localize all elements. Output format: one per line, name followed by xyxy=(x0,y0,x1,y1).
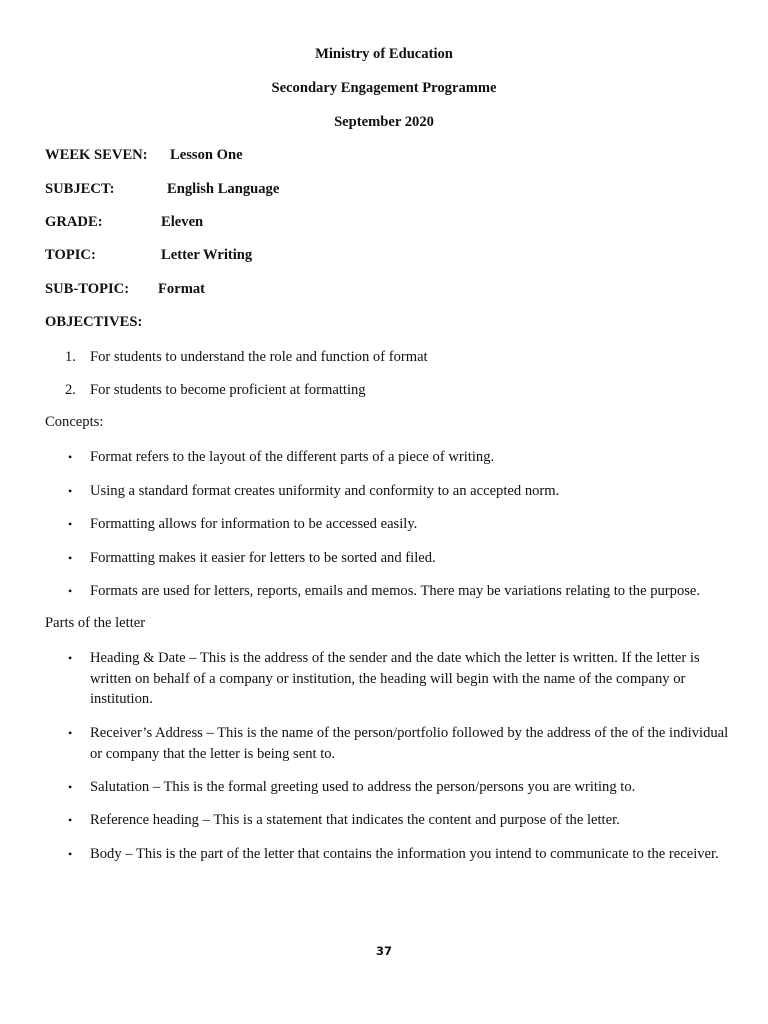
topic-row xyxy=(45,247,253,264)
concept-text: Using a standard format creates uniformity and conformity to an accepted norm. xyxy=(90,483,560,499)
concept-item xyxy=(68,581,730,602)
objective-number: 2. xyxy=(65,382,76,398)
objective-item xyxy=(65,380,730,401)
part-item xyxy=(68,844,730,865)
part-text: Salutation – This is the formal greeting used to address the person/persons you are writing to. xyxy=(90,779,636,795)
week-label: WEEK SEVEN: xyxy=(45,147,148,163)
subject-value: English Language xyxy=(167,181,280,197)
objective-text: For students to understand the role and function of format xyxy=(90,349,428,365)
bullet-icon: • xyxy=(68,584,73,598)
concept-item xyxy=(68,447,730,468)
concept-item xyxy=(68,514,730,535)
part-text: Heading & Date – This is the address of the sender and the date which the letter is written. If the letter is written on behalf of a company or institution, the heading will begin with the name of the company or institution. xyxy=(90,650,700,707)
topic-label: TOPIC: xyxy=(45,247,96,263)
topic-value: Letter Writing xyxy=(161,247,253,263)
objective-item xyxy=(65,347,730,368)
part-text: Body – This is the part of the letter that contains the information you intend to communicate to the receiver. xyxy=(90,846,719,862)
bullet-icon: • xyxy=(68,551,73,565)
page-number: 37 xyxy=(375,944,392,958)
parts-heading: Parts of the letter xyxy=(45,615,146,631)
bullet-icon: • xyxy=(68,780,73,794)
subtopic-value: Format xyxy=(158,281,206,297)
part-item xyxy=(68,723,730,764)
bullet-icon: • xyxy=(68,517,73,531)
part-item xyxy=(68,777,730,798)
subtopic-label: SUB-TOPIC: xyxy=(45,281,130,297)
objective-text: For students to become proficient at formatting xyxy=(90,382,366,398)
part-text: Reference heading – This is a statement that indicates the content and purpose of the letter. xyxy=(90,812,620,828)
programme-title: Secondary Engagement Programme xyxy=(271,80,497,96)
concepts-heading: Concepts: xyxy=(45,414,104,430)
concept-text: Formats are used for letters, reports, emails and memos. There may be variations relating to the purpose. xyxy=(90,583,701,599)
bullet-icon: • xyxy=(68,726,73,740)
part-item xyxy=(68,810,730,831)
date-title: September 2020 xyxy=(334,114,434,130)
subject-row xyxy=(45,181,280,198)
grade-row xyxy=(45,214,204,231)
concept-item xyxy=(68,481,730,502)
objective-number: 1. xyxy=(65,349,76,365)
bullet-icon: • xyxy=(68,484,73,498)
concept-text: Formatting allows for information to be accessed easily. xyxy=(90,516,418,532)
bullet-icon: • xyxy=(68,651,73,665)
concept-text: Formatting makes it easier for letters to be sorted and filed. xyxy=(90,550,436,566)
concept-text: Format refers to the layout of the different parts of a piece of writing. xyxy=(90,449,495,465)
bullet-icon: • xyxy=(68,450,73,464)
week-row xyxy=(45,147,243,164)
part-text: Receiver’s Address – This is the name of the person/portfolio followed by the address of the of the individual or company that the letter is being sent to. xyxy=(90,725,729,762)
week-value: Lesson One xyxy=(170,147,243,163)
bullet-icon: • xyxy=(68,813,73,827)
concept-item xyxy=(68,548,730,569)
grade-value: Eleven xyxy=(161,214,204,230)
ministry-title: Ministry of Education xyxy=(315,46,453,62)
subtopic-row xyxy=(45,281,206,298)
part-item xyxy=(68,648,730,710)
objectives-heading: OBJECTIVES: xyxy=(45,314,143,330)
subject-label: SUBJECT: xyxy=(45,181,115,197)
grade-label: GRADE: xyxy=(45,214,103,230)
bullet-icon: • xyxy=(68,847,73,861)
